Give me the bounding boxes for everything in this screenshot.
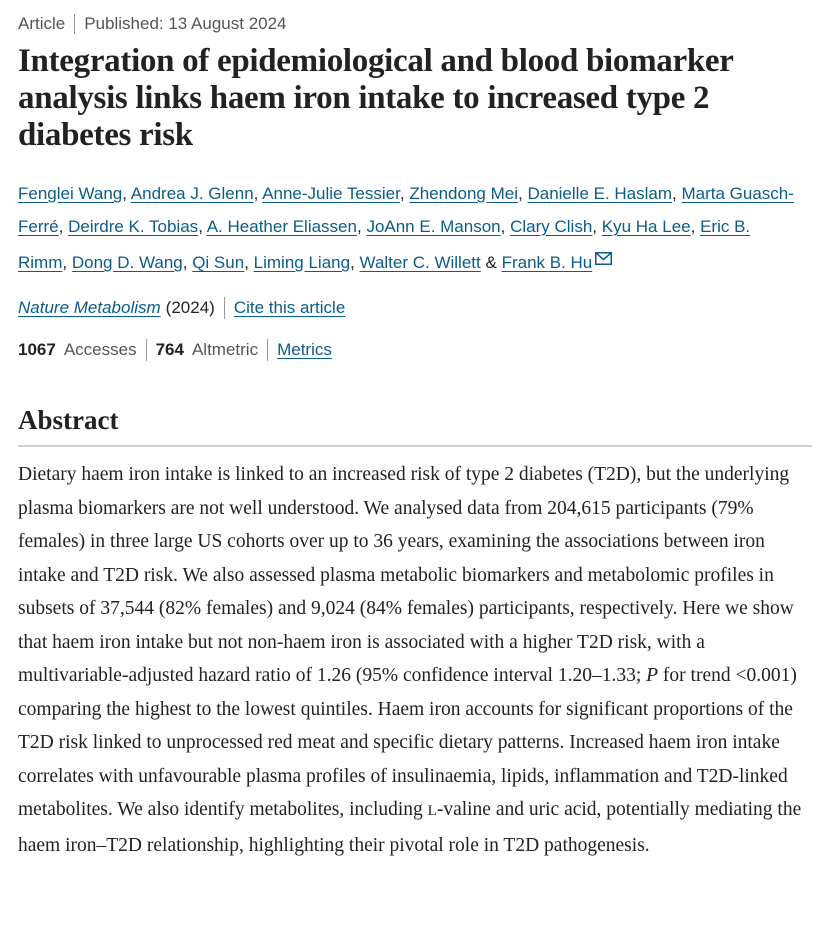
article-type: Article [18,14,66,33]
article-metrics [18,337,802,363]
author-separator: , [122,184,127,203]
journal-info [18,295,802,321]
author-link[interactable]: Clary Clish [510,217,593,236]
journal-year: (2024) [165,298,215,317]
abstract-part-3: -valine and uric acid, potentially mediating the haem iron–T2D relationship, highlighting their pivotal role in T2D pathogenesis. [18,799,802,856]
abstract-italic-p: P [646,665,659,686]
author-link[interactable]: Dong D. Wang [71,253,183,272]
altmetric-count: 764 [155,340,184,359]
journal-link[interactable]: Nature Metabolism [18,298,161,317]
article-title: Integration of epidemiological and blood biomarker analysis links haem iron intake to increased type 2 diabetes risk [18,43,733,153]
abstract-body [18,458,808,862]
author-link[interactable]: Marta Guasch-Ferré [18,184,794,236]
author-link[interactable]: Zhendong Mei [409,184,518,203]
abstract-part-2: for trend <0.001) comparing the highest to the lowest quintiles. Haem iron accounts for significant proportions of the T2D risk linked to unprocessed red meat and specific dietary patterns. Increased haem iron intake correlates with unfavourable plasma profiles of insulinaemia, lipids, inflammation and T2D-linked metabolites. We also identify metabolites, including [18,665,797,820]
author-separator: , [356,217,362,236]
author-link[interactable]: Eric B. Rimm [18,217,751,272]
author-link[interactable]: Qi Sun [192,253,245,272]
author-separator: , [58,217,64,236]
author-separator: , [592,217,598,236]
author-ampersand: & [485,253,497,272]
journal-divider [224,297,225,319]
author-link[interactable]: Frank B. Hu [501,253,593,272]
metrics-divider [267,339,268,361]
author-link[interactable]: Danielle E. Haslam [527,184,673,203]
abstract-part-1: Dietary haem iron intake is linked to an increased risk of type 2 diabetes (T2D), but the underlying plasma biomarkers are not well understood. We analysed data from 204,615 participants (79% females) in three large US cohorts over up to 36 years, examining the associations between iron intake and T2D risk. We also assessed plasma metabolic biomarkers and metabolomic profiles in subsets of 37,544 (82% females) and 9,024 (84% females) participants, respectively. Here we show that haem iron intake but not non-haem iron is associated with a higher T2D risk, with a multivariable-adjusted hazard ratio of 1.26 (95% confidence interval 1.20–1.33; [18,464,794,686]
author-link[interactable]: JoAnn E. Manson [366,217,501,236]
author-separator: , [672,184,677,203]
author-separator: , [253,184,259,203]
article-meta [18,12,802,36]
author-link[interactable]: Liming Liang [253,253,351,272]
author-link[interactable]: Walter C. Willett [359,253,481,272]
accesses-label: Accesses [63,340,137,359]
published-date: Published: 13 August 2024 [84,14,287,33]
author-link[interactable]: A. Heather Eliassen [206,217,357,236]
author-separator: , [518,184,523,203]
meta-divider [74,14,75,34]
metrics-divider [146,339,147,361]
author-separator: , [399,184,405,203]
author-link[interactable]: Deirdre K. Tobias [68,217,199,236]
author-separator: , [690,217,696,236]
altmetric-label: Altmetric [191,340,259,359]
abstract-heading: Abstract [18,404,812,447]
author-separator: , [500,217,506,236]
author-separator: , [62,253,68,272]
author-list [18,177,802,279]
article-page [0,12,820,862]
cite-article-link[interactable]: Cite this article [233,298,346,317]
author-link[interactable]: Andrea J. Glenn [130,184,254,203]
mail-icon[interactable] [595,243,612,276]
accesses-count: 1067 [18,340,56,359]
author-separator: , [350,253,355,272]
author-separator: , [182,253,188,272]
author-link[interactable]: Anne-Julie Tessier [262,184,400,203]
author-separator: , [244,253,249,272]
author-separator: , [198,217,203,236]
author-link[interactable]: Fenglei Wang [18,184,123,203]
metrics-link[interactable]: Metrics [277,340,332,359]
abstract-smallcaps-l: L [427,803,437,819]
author-link[interactable]: Kyu Ha Lee [601,217,691,236]
